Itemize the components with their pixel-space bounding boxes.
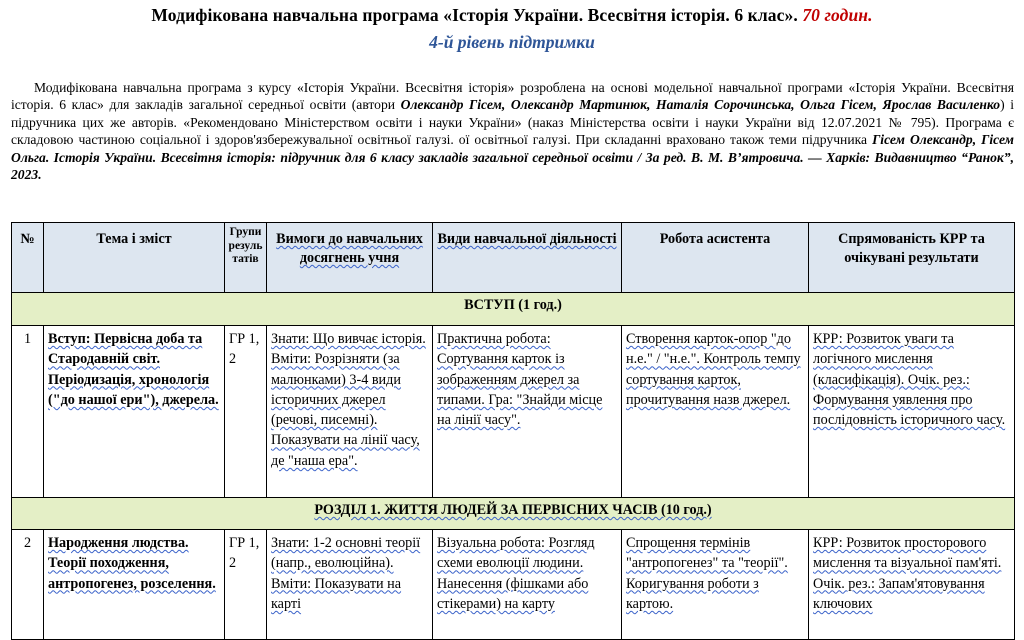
col-header-number: № (12, 223, 44, 293)
col-header-requirements: Вимоги до навчальних досягнень учня (267, 223, 433, 293)
intro-authors: Олександр Гісем, Олександр Мартинюк, Наталія Сорочинська, Ольга Гісем, Ярослав Василенко (400, 97, 1001, 113)
table-row (12, 530, 1015, 640)
row-groups: ГР 1, 2 (225, 326, 267, 498)
intro-text-2: ) і підручника цих же авторів. «Рекомендовано Міністерством освіти і науки України» (наказ Міністерства освіти і науки України від 12.07.2021 № 795). Програма є складовою частиною соціальної і здоров'язбережувальної освітньої галузі. ої освітньої галузі. При складанні враховано також теми підручника (11, 97, 1015, 148)
row-krr: КРР: Розвиток просторового мислення та візуальної пам'яті. Очік. рез.: Запам'ятовування ключових (809, 530, 1015, 640)
row-number: 2 (12, 530, 44, 640)
title-hours: 70 годин. (802, 5, 873, 25)
col-header-topic: Тема і зміст (44, 223, 225, 293)
row-topic: Вступ: Первісна доба та Стародавній світ. Періодизація, хронологія ("до нашої ери"), джерела. (44, 326, 225, 498)
row-assistant: Спрощення термінів "антропогенез" та "теорії". Коригування роботи з картою. (622, 530, 809, 640)
row-activities: Практична робота: Сортування карток із зображенням джерел за типами. Гра: "Знайди місце на лінії часу". (433, 326, 622, 498)
program-table (11, 222, 1015, 640)
intro-paragraph (11, 79, 1014, 183)
section-row (12, 293, 1015, 326)
row-topic: Народження людства. Теорії походження, антропогенез, розселення. (44, 530, 225, 640)
col-header-groups: Групи резуль татів (225, 223, 267, 293)
row-activities: Візуальна робота: Розгляд схеми еволюції людини. Нанесення (фішками або стікерами) на карту (433, 530, 622, 640)
col-header-activities: Види навчальної діяльності (433, 223, 622, 293)
row-krr: КРР: Розвиток уваги та логічного мислення (класифікація). Очік. рез.: Формування уявлення про послідовність історичного часу. (809, 326, 1015, 498)
intro-textbook: Гісем Олександр, Гісем Ольга. Історія України. Всесвітня історія: підручник для 6 класу закладів загальної середньої освіти / За ред. В. М. В’ятровича. — Харків: Видавництво “Ранок”, 2023. (11, 132, 1014, 183)
section-row (12, 498, 1015, 530)
row-requirements: Знати: Що вивчає історія. Вміти: Розрізняти (за малюнками) 3-4 види історичних джерел (речові, писемні). Показувати на лінії часу, де "наша ера". (267, 326, 433, 498)
row-requirements: Знати: 1-2 основні теорії (напр., еволюційна). Вміти: Показувати на карті (267, 530, 433, 640)
table-row (12, 326, 1015, 498)
support-level-subtitle: 4-й рівень підтримки (429, 32, 595, 52)
intro-text-1: Модифікована навчальна програма з курсу «Історія України. Всесвітня історія» розроблена на основі модельної навчальної програми «Історія України. Всесвітня історія. 6 клас» для закладів загальної середньої освіти (автори (11, 80, 1014, 113)
row-groups: ГР 1, 2 (225, 530, 267, 640)
section-title: ВСТУП (1 год.) (12, 293, 1015, 326)
title-text: Модифікована навчальна програма «Історія України. Всесвітня історія. 6 клас». (151, 5, 798, 25)
row-assistant: Створення карток-опор "до н.е." / "н.е.". Контроль темпу сортування карток, прочитування назв джерел. (622, 326, 809, 498)
col-header-assistant: Робота асистента (622, 223, 809, 293)
table-header-row (12, 223, 1015, 293)
document-title (0, 4, 1024, 26)
col-header-krr: Спрямованість КРР та очікувані результати (809, 223, 1015, 293)
row-number: 1 (12, 326, 44, 498)
section-title: РОЗДІЛ 1. ЖИТТЯ ЛЮДЕЙ ЗА ПЕРВІСНИХ ЧАСІВ (10 год.) (12, 498, 1015, 530)
